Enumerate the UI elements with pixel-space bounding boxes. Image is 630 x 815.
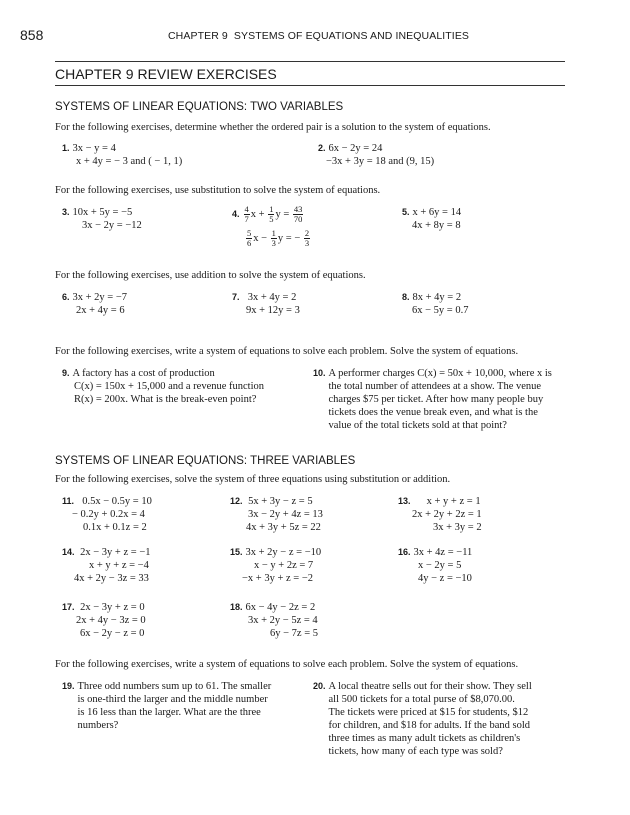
fraction: $\frac{4}{7}$ [244, 204, 249, 225]
equation: 0.5x − 0.5y = 10 [82, 496, 152, 507]
equation: 0.1x + 0.1z = 2 [83, 522, 147, 533]
equation: 3x + 2y = −7 [72, 292, 128, 303]
exercise-13 [398, 495, 482, 534]
exercise-16 [398, 546, 472, 585]
exercise-20 [313, 680, 533, 758]
fraction: $\frac{1}{3}$ [271, 228, 276, 249]
equation: 6y − 7z = 5 [270, 628, 319, 639]
exercise-18 [230, 601, 318, 640]
exercise-number: 12. [230, 496, 243, 506]
equation: 6x − 4y − 2z = 2 [245, 602, 316, 613]
equation: 5x + 3y − z = 5 [248, 496, 313, 507]
section-heading-two-variables: SYSTEMS OF LINEAR EQUATIONS: TWO VARIABLES [55, 101, 344, 113]
equation: 4y − z = −10 [418, 573, 472, 584]
equation: 6x − 5y = 0.7 [412, 305, 469, 316]
running-head [168, 30, 469, 42]
exercise-number: 20. [313, 681, 326, 691]
fraction: $\frac{2}{3}$ [304, 228, 310, 249]
instruction-6: For the following exercises, write a system of equations to solve each problem. Solve the system of equations. [55, 659, 519, 670]
exercise-number: 4. [232, 209, 240, 219]
problem-text: A local theatre sells out for their show. They sell all 500 tickets for a total purse of $8,070.00. The tickets were priced at $15 for students, $12 for children, and $18 for adults. If the band sold three times as many adult tickets as children's tickets, how many of each type was sold? [328, 681, 532, 757]
equation: 2x − 3y + z = 0 [80, 602, 145, 613]
exercise-number: 13. [398, 496, 411, 506]
exercise-7 [232, 291, 300, 317]
equation: 2x + 4y = 6 [76, 305, 125, 316]
section-heading-three-variables: SYSTEMS OF LINEAR EQUATIONS: THREE VARIABLES [55, 455, 356, 467]
equation: x + y + z = −4 [89, 560, 149, 571]
fraction: $\frac{43}{70}$ [293, 204, 303, 225]
exercise-number: 17. [62, 602, 75, 612]
exercise-5 [402, 206, 461, 232]
equation: 3x − y = 4 [72, 143, 116, 154]
chapter-title: CHAPTER 9 REVIEW EXERCISES [55, 66, 277, 82]
equation: − 0.2y + 0.2x = 4 [72, 509, 145, 520]
instruction-1: For the following exercises, determine whether the ordered pair is a solution to the system of equations. [55, 122, 491, 133]
equation: 6x − 2y − z = 0 [80, 628, 145, 639]
equation: 3x − 2y + 4z = 13 [248, 509, 323, 520]
exercise-number: 15. [230, 547, 243, 557]
exercise-number: 3. [62, 207, 70, 217]
fraction: $\frac{5}{6}$ [247, 228, 252, 249]
exercise-number: 10. [313, 368, 326, 378]
exercise-14 [62, 546, 151, 585]
equation: 4x + 8y = 8 [412, 220, 461, 231]
exercise-number: 6. [62, 292, 70, 302]
problem-text: A factory has a cost of production [72, 368, 215, 379]
problem-text: R(x) = 200x. What is the break-even point? [74, 394, 257, 405]
title-rule-bottom [55, 85, 565, 86]
equation: 3x + 2y − 5z = 4 [248, 615, 318, 626]
instruction-2: For the following exercises, use substitution to solve the system of equations. [55, 185, 381, 196]
exercise-17 [62, 601, 146, 640]
equation: x − 2y = 5 [418, 560, 462, 571]
exercise-9 [62, 367, 302, 406]
equation: 2x + 4y − 3z = 0 [76, 615, 146, 626]
problem-text: Three odd numbers sum up to 61. The smaller is one-third the larger and the middle number is 16 less than the larger. What are the three numbers? [77, 681, 272, 731]
equation: 3x + 3y = 2 [433, 522, 482, 533]
equation: 2x − 3y + z = −1 [80, 547, 151, 558]
page-number: 858 [20, 27, 44, 43]
exercise-11 [62, 495, 152, 534]
equation: 6x − 2y = 24 [328, 143, 383, 154]
equation: x + y + z = 1 [426, 496, 481, 507]
equation: x − y + 2z = 7 [254, 560, 314, 571]
exercise-number: 9. [62, 368, 70, 378]
exercise-10 [313, 367, 553, 432]
equation: −3x + 3y = 18 and (9, 15) [326, 156, 435, 167]
equation: 9x + 12y = 3 [246, 305, 300, 316]
exercise-number: 2. [318, 143, 326, 153]
exercise-1 [62, 142, 182, 168]
equation: 4x + 3y + 5z = 22 [246, 522, 321, 533]
exercise-number: 19. [62, 681, 75, 691]
equation: 2x + 2y + 2z = 1 [412, 509, 482, 520]
title-rule-top [55, 61, 565, 62]
equation: 3x + 4z = −11 [413, 547, 473, 558]
problem-text: A performer charges C(x) = 50x + 10,000, where x is the total number of attendees at a show. The venue charges $75 per ticket. After how many people buy tickets does the venue break even, and what is the value of the total tickets sold at that point? [328, 368, 552, 431]
equation: 8x + 4y = 2 [412, 292, 462, 303]
chapter-label: CHAPTER 9 [168, 30, 228, 42]
instruction-3: For the following exercises, use addition to solve the system of equations. [55, 270, 366, 281]
fraction: $\frac{1}{5}$ [269, 204, 274, 225]
equation: −x + 3y + z = −2 [242, 573, 314, 584]
exercise-19 [62, 680, 277, 732]
exercise-number: 11. [62, 496, 75, 506]
problem-text: C(x) = 150x + 15,000 and a revenue function [74, 381, 265, 392]
exercise-number: 8. [402, 292, 410, 302]
exercise-4: 4. $\frac{4}{7}$ x + $\frac{1}{5}$ y = $\frac{43}{70}$ $\frac{5}{6}$ x − $\frac{1}{3}$ y = − $\frac{2}{3}$ [232, 204, 310, 249]
equation: 10x + 5y = −5 [72, 207, 133, 218]
instruction-5: For the following exercises, solve the system of three equations using substitution or addition. [55, 474, 451, 485]
instruction-4: For the following exercises, write a system of equations to solve each problem. Solve the system of equations. [55, 346, 519, 357]
exercise-number: 16. [398, 547, 411, 557]
exercise-6 [62, 291, 127, 317]
exercise-number: 5. [402, 207, 410, 217]
exercise-number: 14. [62, 547, 75, 557]
equation: x + 6y = 14 [412, 207, 462, 218]
exercise-2 [318, 142, 434, 168]
equation: 3x + 2y − z = −10 [245, 547, 322, 558]
exercise-number: 7. [232, 292, 240, 302]
exercise-8 [402, 291, 468, 317]
exercise-15 [230, 546, 321, 585]
exercise-3 [62, 206, 142, 232]
exercise-number: 1. [62, 143, 70, 153]
chapter-name: SYSTEMS OF EQUATIONS AND INEQUALITIES [233, 30, 470, 42]
equation: 3x + 4y = 2 [247, 292, 297, 303]
equation: x + 4y = − 3 and ( − 1, 1) [76, 156, 183, 167]
exercise-12 [230, 495, 323, 534]
equation: 3x − 2y = −12 [82, 220, 142, 231]
exercise-number: 18. [230, 602, 243, 612]
equation: 4x + 2y − 3z = 33 [74, 573, 149, 584]
